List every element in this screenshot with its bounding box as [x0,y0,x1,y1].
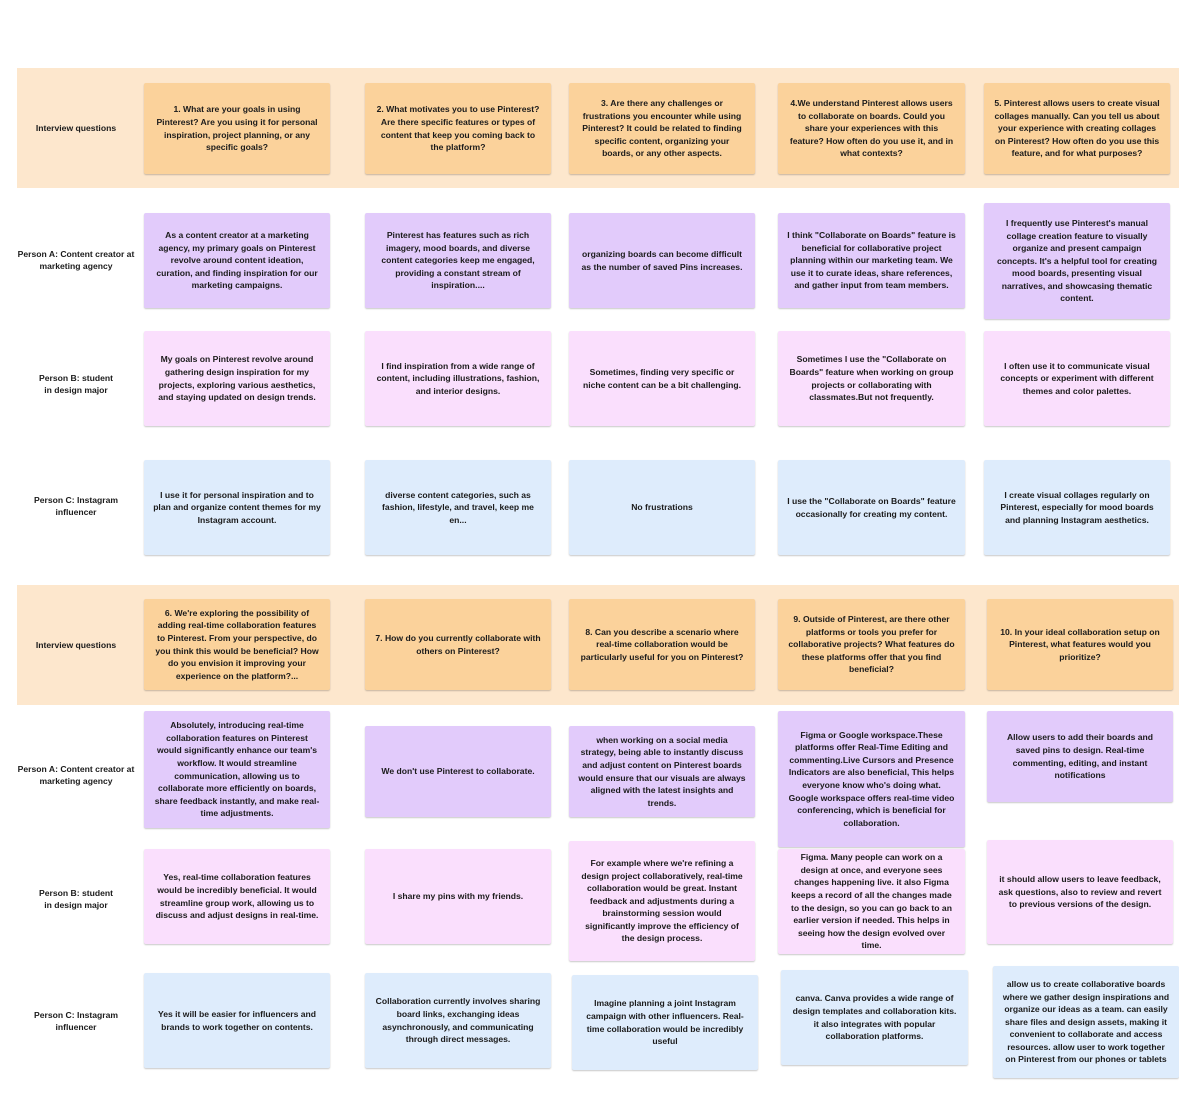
person-c-answer-note[interactable]: Imagine planning a joint Instagram campaign with other influencers. Real-time collaboration would be incredibly useful [572,975,758,1070]
person-a-answer-note[interactable]: As a content creator at a marketing agency, my primary goals on Pinterest revolve around content ideation, curation, and finding inspiration for our marketing campaigns. [144,213,330,308]
question-note[interactable]: 2. What motivates you to use Pinterest? Are there specific features or types of content that keep you coming back to the platform? [365,83,551,174]
person-a-answer-note[interactable]: Absolutely, introducing real-time collaboration features on Pinterest would significantly enhance our team's workflow. It would streamline communication, allowing us to collaborate more efficiently on boards, share feedback instantly, and make real-time adjustments. [144,711,330,828]
row-label-interview-questions-2: Interview questions [35,640,117,650]
person-b-answer-note[interactable]: I share my pins with my friends. [365,849,551,944]
person-a-answer-note[interactable]: We don't use Pinterest to collaborate. [365,726,551,817]
question-note[interactable]: 6. We're exploring the possibility of adding real-time collaboration features to Pinterest. From your perspective, do you think this would be beneficial? How do you envision it improving your experience on the platform?... [144,599,330,690]
question-note[interactable]: 5. Pinterest allows users to create visual collages manually. Can you tell us about your experience with creating collages on Pinterest? How often do you use this feature, and for what purposes? [984,83,1170,174]
person-c-answer-note[interactable]: I create visual collages regularly on Pinterest, especially for mood boards and planning Instagram aesthetics. [984,460,1170,555]
question-note[interactable]: 1. What are your goals in using Pinterest? Are you using it for personal inspiration, project planning, or any specific goals? [144,83,330,174]
person-c-answer-note[interactable]: I use the "Collaborate on Boards" feature occasionally for creating my content. [778,460,965,555]
person-c-answer-note[interactable]: I use it for personal inspiration and to plan and organize content themes for my Instagram account. [144,460,330,555]
person-a-answer-note[interactable]: Figma or Google workspace.These platforms offer Real-Time Editing and commenting.Live Cursors and Presence Indicators are also beneficial, This helps everyone know who's doing what. Google workspace offers real-time video conferencing, which is beneficial for collaboration. [778,711,965,847]
question-note[interactable]: 3. Are there any challenges or frustrations you encounter while using Pinterest? It could be related to finding specific content, organizing your boards, or any other aspects. [569,83,755,174]
person-a-answer-note[interactable]: Pinterest has features such as rich imagery, mood boards, and diverse content categories keep me engaged, providing a constant stream of inspiration.... [365,213,551,308]
person-a-answer-note[interactable]: I think "Collaborate on Boards" feature is beneficial for collaborative project planning within our marketing team. We use it to curate ideas, share references, and gather input from team members. [778,213,965,308]
question-note[interactable]: 10. In your ideal collaboration setup on Pinterest, what features would you prioritize? [987,599,1173,690]
question-note[interactable]: 4.We understand Pinterest allows users to collaborate on boards. Could you share your experiences with this feature? How often do you use it, and in what contexts? [778,83,965,174]
person-b-answer-note[interactable]: Figma. Many people can work on a design at once, and everyone sees changes happening live. it also Figma keeps a record of all the changes made to the design, so you can go back to an earlier version if needed. This helps in seeing how the design evolved over time. [778,849,965,954]
person-b-answer-note[interactable]: I often use it to communicate visual concepts or experiment with different themes and color palettes. [984,331,1170,426]
person-c-answer-note[interactable]: allow us to create collaborative boards where we gather design inspirations and organize our ideas as a team. can easily share files and design assets, making it convenient to collaborate and access resources. allow user to work together on Pinterest from our phones or tablets [993,966,1179,1078]
person-a-answer-note[interactable]: when working on a social media strategy, being able to instantly discuss and adjust content on Pinterest boards would ensure that our visuals are always aligned with the latest insights and trends. [569,726,755,817]
person-b-answer-note[interactable]: Yes, real-time collaboration features would be incredibly beneficial. It would streamline group work, allowing us to discuss and adjust designs in real-time. [144,849,330,944]
person-a-answer-note[interactable]: organizing boards can become difficult as the number of saved Pins increases. [569,213,755,308]
question-note[interactable]: 9. Outside of Pinterest, are there other platforms or tools you prefer for collaborative projects? What features do these platforms offer that you find beneficial? [778,599,965,690]
row-label-person-a-2: Person A: Content creator at marketing agency [17,764,135,786]
person-b-answer-note[interactable]: I find inspiration from a wide range of content, including illustrations, fashion, and interior designs. [365,331,551,426]
question-note[interactable]: 8. Can you describe a scenario where real-time collaboration would be particularly useful for you on Pinterest? [569,599,755,690]
person-c-answer-note[interactable]: Collaboration currently involves sharing board links, exchanging ideas asynchronously, and communicating through direct messages. [365,973,551,1068]
row-label-person-b-1: Person B: student in design major [38,373,113,395]
person-c-answer-note[interactable]: Yes it will be easier for influencers and brands to work together on contents. [144,973,330,1068]
row-label-interview-questions-1: Interview questions [35,123,117,133]
person-c-answer-note[interactable]: diverse content categories, such as fashion, lifestyle, and travel, keep me en... [365,460,551,555]
row-label-person-b-2: Person B: student in design major [38,888,113,910]
person-b-answer-note[interactable]: Sometimes, finding very specific or niche content can be a bit challenging. [569,331,755,426]
person-a-answer-note[interactable]: Allow users to add their boards and saved pins to design. Real-time commenting, editing, and instant notifications [987,711,1173,802]
person-b-answer-note[interactable]: For example where we're refining a design project collaboratively, real-time collaboration would be great. Instant feedback and adjustments during a brainstorming session would significantly improve the efficiency of the design process. [569,841,755,961]
person-b-answer-note[interactable]: My goals on Pinterest revolve around gathering design inspiration for my projects, exploring various aesthetics, and staying updated on design trends. [144,331,330,426]
row-label-person-a-1: Person A: Content creator at marketing agency [17,249,135,271]
row-label-person-c-1: Person C: Instagram influencer [33,495,119,517]
person-a-answer-note[interactable]: I frequently use Pinterest's manual collage creation feature to visually organize and present campaign concepts. It's a helpful tool for creating mood boards, presenting visual narratives, and showcasing thematic content. [984,203,1170,319]
person-b-answer-note[interactable]: Sometimes I use the "Collaborate on Boards" feature when working on group projects or collaborating with classmates.But not frequently. [778,331,965,426]
row-label-person-c-2: Person C: Instagram influencer [33,1010,119,1032]
person-c-answer-note[interactable]: canva. Canva provides a wide range of design templates and collaboration kits. it also integrates with popular collaboration platforms. [781,970,968,1065]
person-c-answer-note[interactable]: No frustrations [569,460,755,555]
person-b-answer-note[interactable]: it should allow users to leave feedback, ask questions, also to review and revert to previous versions of the design. [987,840,1173,944]
question-note[interactable]: 7. How do you currently collaborate with others on Pinterest? [365,599,551,690]
